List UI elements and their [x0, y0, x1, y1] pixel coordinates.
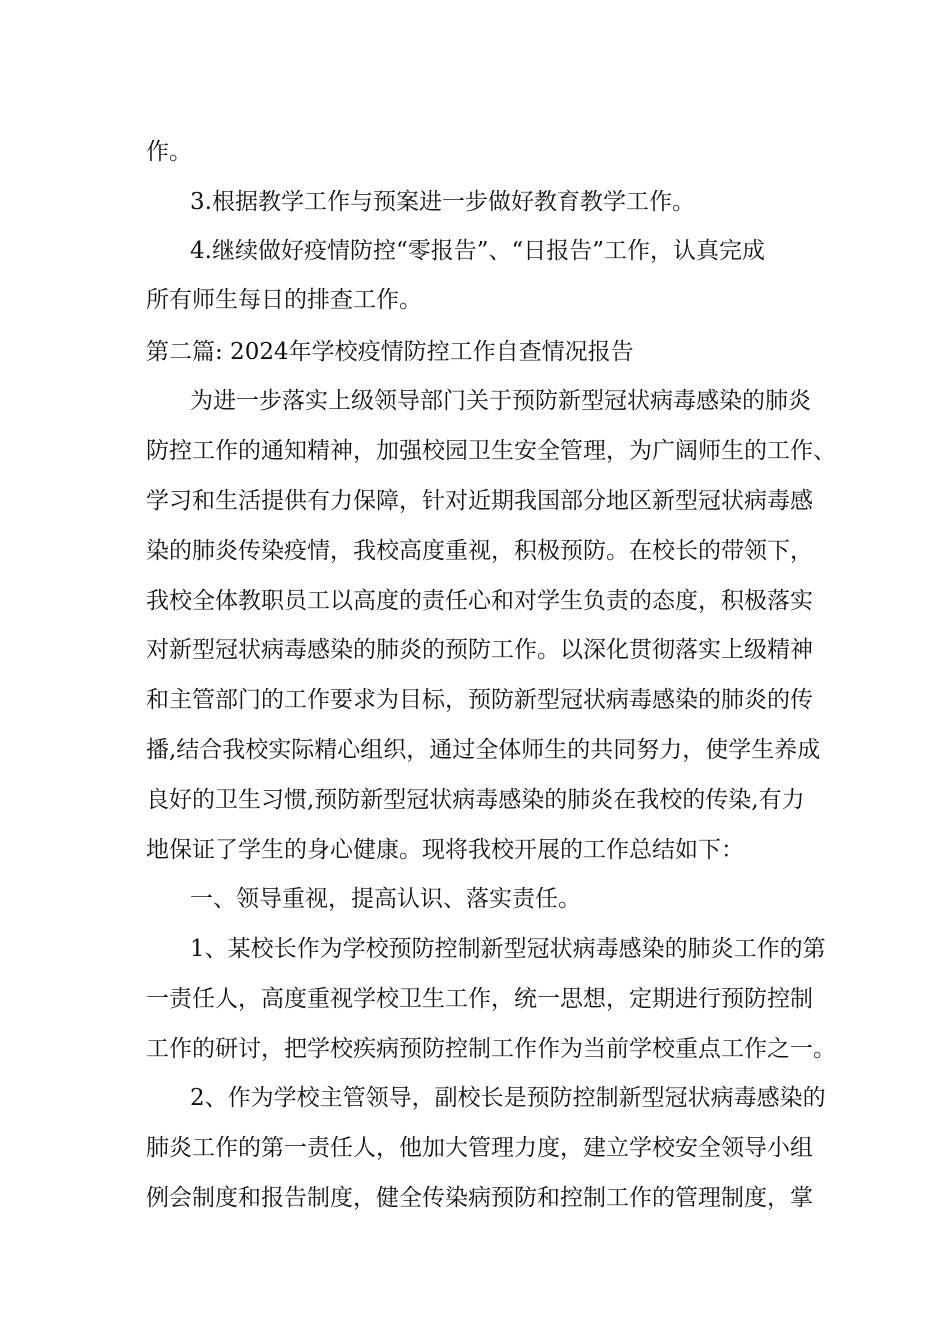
- paragraph-line-2: 防控工作的通知精神，加强校园卫生安全管理，为广阔师生的工作、: [146, 438, 836, 464]
- paragraph-line-8: 播,结合我校实际精心组织，通过全体师生的共同努力，使学生养成: [146, 737, 821, 763]
- paragraph-line-1: 为进一步落实上级领导部门关于预防新型冠状病毒感染的肺炎: [190, 388, 811, 414]
- item-1-line-1: 1、某校长作为学校预防控制新型冠状病毒感染的肺炎工作的第: [190, 936, 826, 962]
- paragraph-line-5: 我校全体教职员工以高度的责任心和对学生负责的态度，积极落实: [146, 588, 813, 614]
- text-line-4: 所有师生每日的排查工作。: [146, 287, 422, 313]
- item-2-line-3: 例会制度和报告制度，健全传染病预防和控制工作的管理制度，掌: [146, 1185, 813, 1211]
- section-title: 第二篇: 2024年学校疫情防控工作自查情况报告: [146, 339, 634, 365]
- paragraph-line-10: 地保证了学生的身心健康。现将我校开展的工作总结如下：: [146, 837, 744, 863]
- paragraph-line-9: 良好的卫生习惯,预防新型冠状病毒感染的肺炎在我校的传染,有力: [146, 787, 805, 813]
- paragraph-line-7: 和主管部门的工作要求为目标，预防新型冠状病毒感染的肺炎的传: [146, 687, 813, 713]
- item-1-line-2: 一责任人，高度重视学校卫生工作，统一思想，定期进行预防控制: [146, 986, 813, 1012]
- item-1-line-3: 工作的研讨，把学校疾病预防控制工作作为当前学校重点工作之一。: [146, 1036, 836, 1062]
- item-2-line-2: 肺炎工作的第一责任人，他加大管理力度，建立学校安全领导小组: [146, 1135, 813, 1161]
- list-item-3: 3.根据教学工作与预案进一步做好教育教学工作。: [190, 189, 695, 215]
- paragraph-line-4: 染的肺炎传染疫情，我校高度重视，积极预防。在校长的带领下，: [146, 538, 813, 564]
- text-line-1: 作。: [146, 139, 192, 165]
- heading-section-1: 一、领导重视，提高认识、落实责任。: [190, 886, 581, 912]
- list-item-4: 4.继续做好疫情防控“零报告”、“日报告”工作，认真完成: [190, 238, 765, 264]
- paragraph-line-3: 学习和生活提供有力保障，针对近期我国部分地区新型冠状病毒感: [146, 488, 813, 514]
- paragraph-line-6: 对新型冠状病毒感染的肺炎的预防工作。以深化贯彻落实上级精神: [146, 637, 813, 663]
- item-2-line-1: 2、作为学校主管领导，副校长是预防控制新型冠状病毒感染的: [190, 1085, 826, 1111]
